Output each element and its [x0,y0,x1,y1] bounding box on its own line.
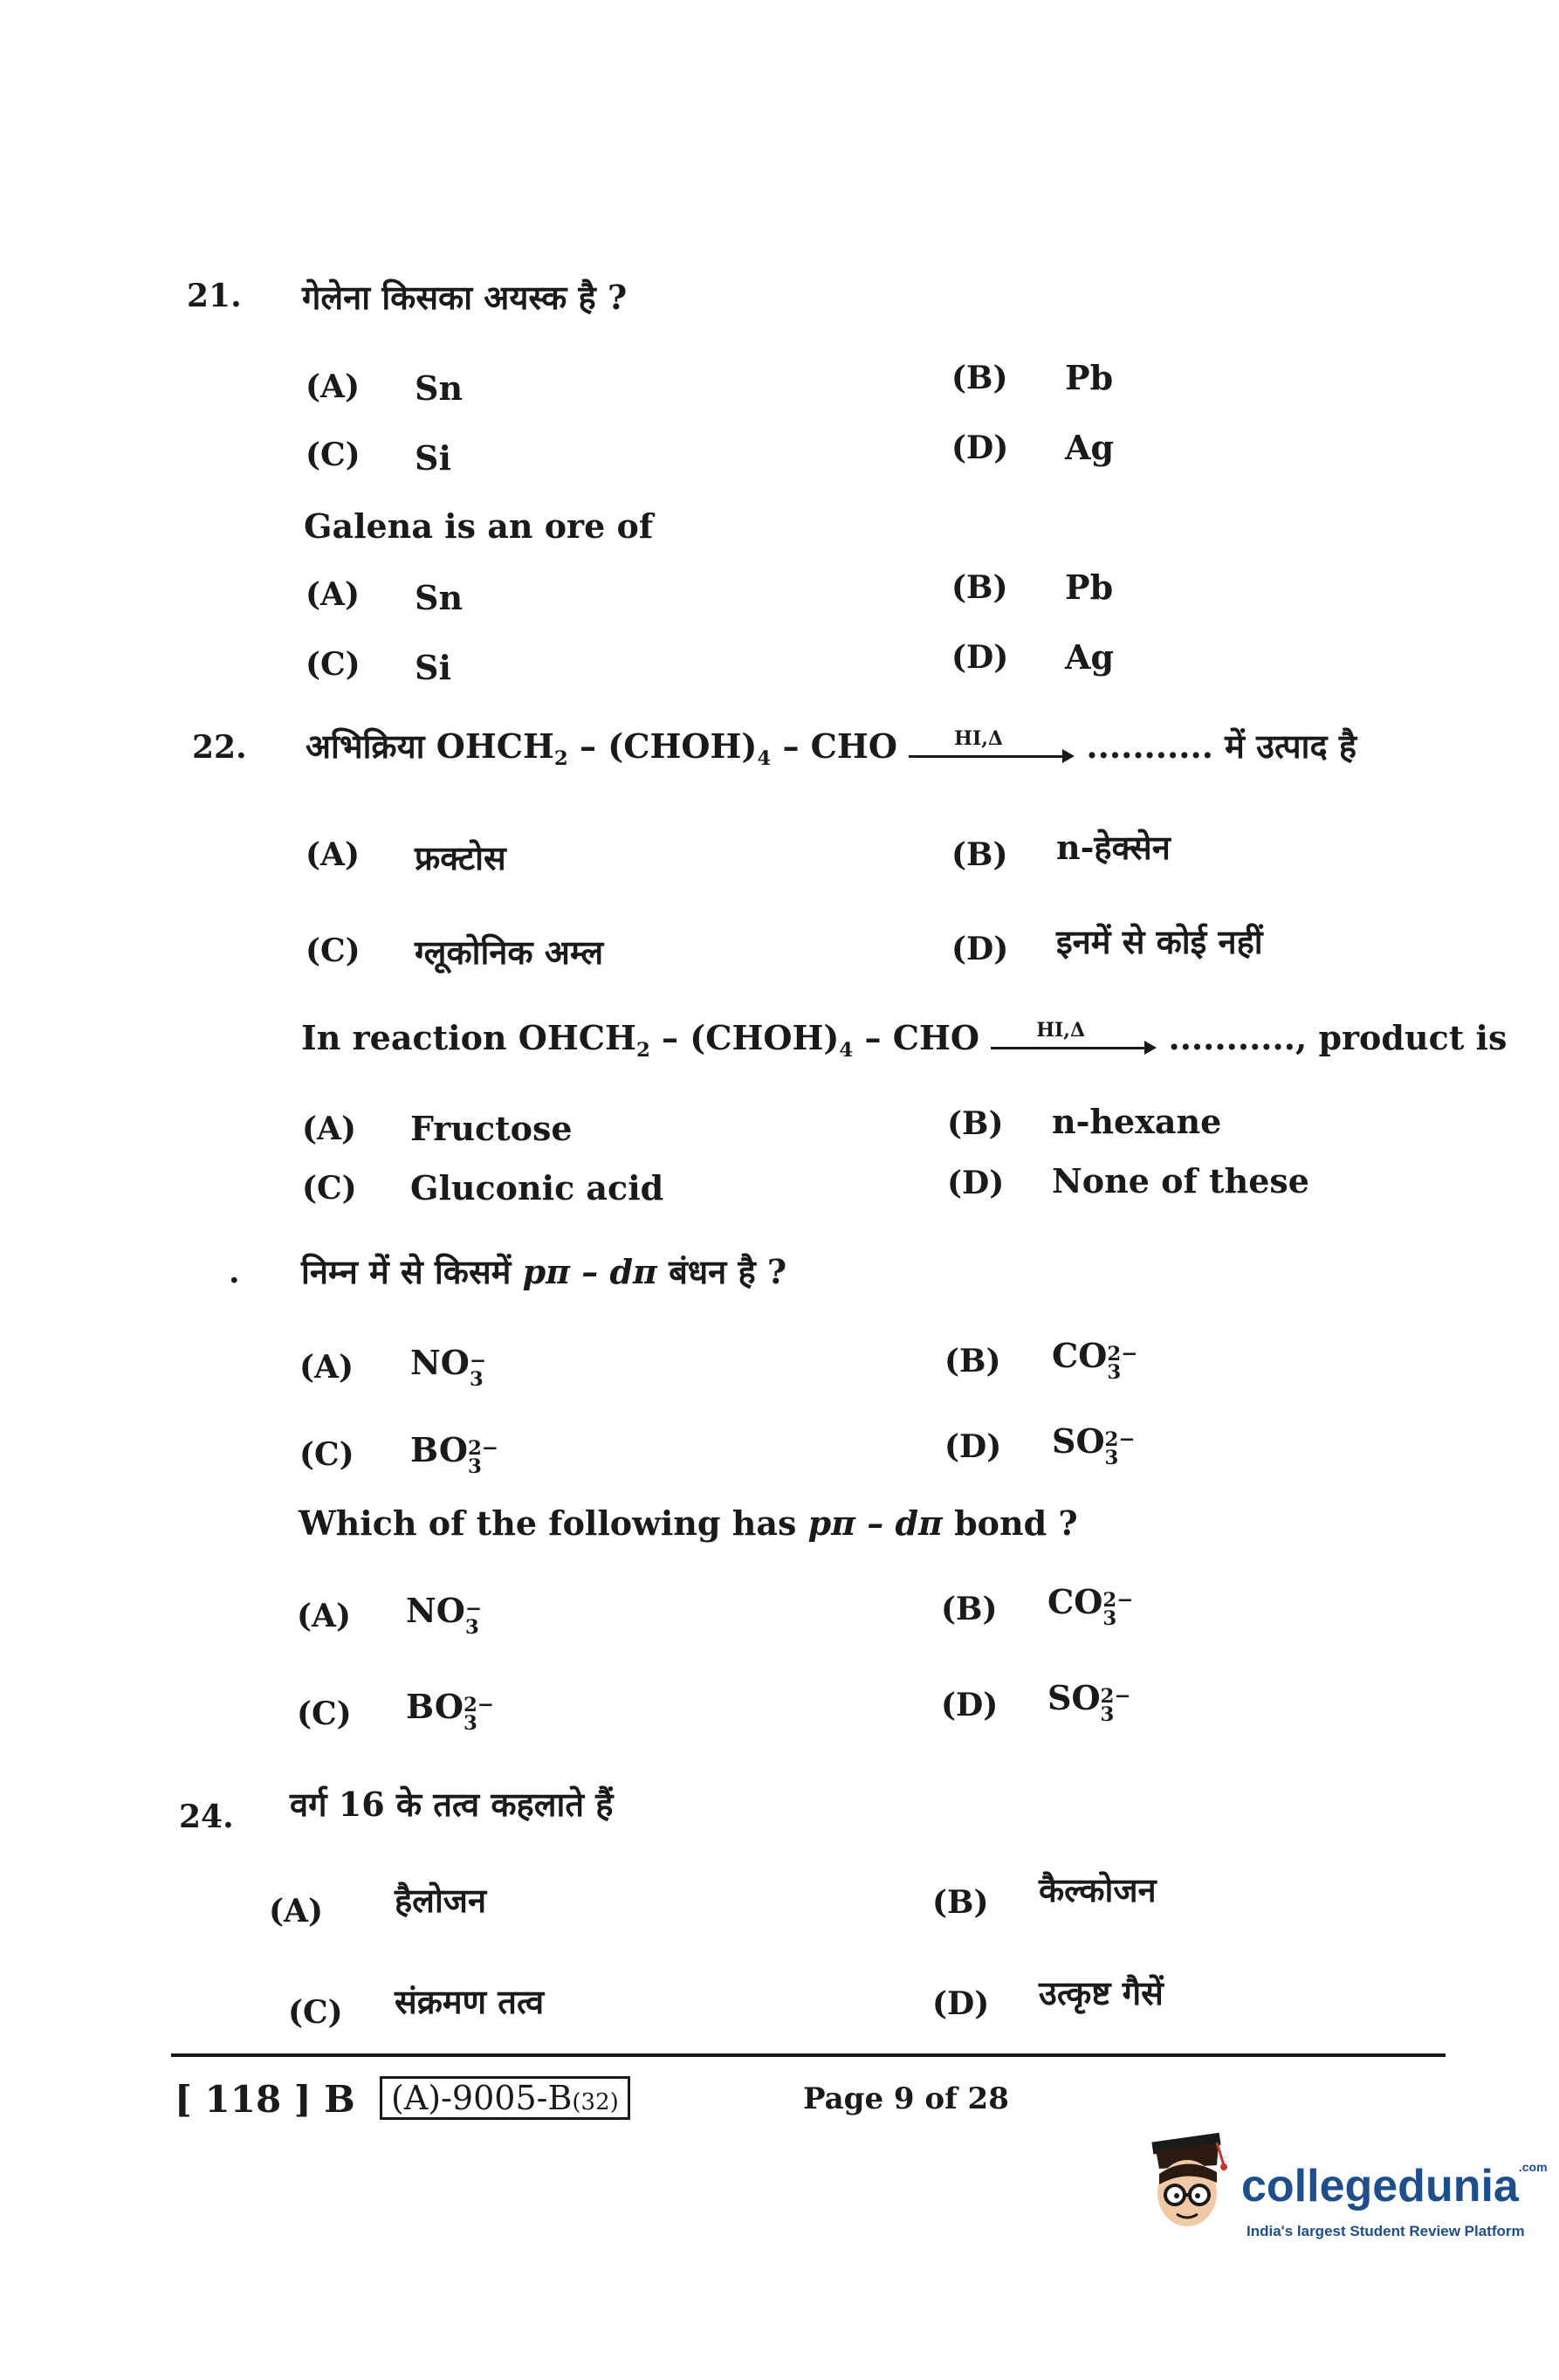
q24-opt-a-label: (A) [269,1893,323,1929]
q22-english-question: In reaction $OHCH_2$ – $(CHOH)_4$ – CHO HI,Δ ..........., product is [301,1018,1507,1062]
q24-opt-b-label: (B) [932,1884,989,1921]
q22-hi-opt-c-label: (C) [306,932,361,969]
q23-hi-opt-d-label: (D) [944,1428,1002,1465]
q21-en-opt-d: Ag [1065,637,1115,677]
q23-hi-opt-a-label: (A) [299,1349,354,1386]
footer-rule [171,2053,1446,2057]
paper-code-box: (A)-9005-B(32) [380,2076,630,2120]
q23-en-opt-d: SO 2− 3 [1047,1678,1131,1726]
q24-number: 24. [179,1799,234,1835]
q22-hi-opt-d: इनमें से कोई नहीं [1056,922,1263,961]
q22-en-opt-c-label: (C) [302,1170,357,1207]
q21-hi-opt-d-label: (D) [951,430,1009,466]
q23-hi-opt-b-label: (B) [944,1343,1001,1379]
q23-hi-opt-d: SO 2− 3 [1052,1421,1136,1469]
q24-opt-c: संक्रमण तत्व [395,1982,545,2021]
q21-en-opt-d-label: (D) [951,639,1009,676]
q21-hi-opt-b-label: (B) [951,360,1008,396]
collegedunia-tagline: India's largest Student Review Platform [1247,2223,1525,2239]
q21-en-opt-a-label: (A) [306,576,360,613]
reaction-arrow-english: HI,Δ [991,1024,1157,1059]
q22-hi-opt-c: ग्लूकोनिक अम्ल [415,932,604,972]
q22-hi-opt-a-label: (A) [306,836,360,873]
q22-hi-opt-a: फ्रक्टोस [415,838,506,877]
q21-en-opt-c-label: (C) [306,646,361,683]
q24-opt-d: उत्कृष्ट गैसें [1039,1973,1164,2012]
reaction-arrow-hindi: HI,Δ [909,733,1075,767]
q21-english-question: Galena is an ore of [304,506,654,546]
q22-en-opt-a-label: (A) [302,1111,356,1147]
q24-opt-d-label: (D) [932,1985,990,2022]
q21-hi-opt-a: Sn [415,368,464,408]
q23-hi-opt-a: NO − 3 [410,1343,486,1391]
q22-en-opt-b-label: (B) [947,1105,1004,1142]
q23-english-question: Which of the following has pπ – dπ bond ? [299,1503,1078,1543]
q23-number: . [229,1254,240,1290]
q21-number: 21. [187,278,242,314]
q22-en-opt-a: Fructose [410,1109,573,1148]
q21-en-opt-c: Si [415,648,451,687]
q23-en-opt-b-label: (B) [941,1591,998,1627]
q23-hi-opt-c: BO 2− 3 [410,1430,498,1478]
q22-en-opt-c: Gluconic acid [410,1168,664,1207]
collegedunia-mascot-icon [1143,2130,1231,2244]
q21-en-opt-b: Pb [1065,567,1114,607]
q24-opt-a: हैलोजन [395,1881,487,1920]
q22-en-opt-d-label: (D) [947,1165,1005,1201]
q22-number: 22. [192,729,247,766]
q23-en-opt-a-label: (A) [297,1598,351,1634]
q21-hindi-question: गेलेना किसका अयस्क है ? [302,278,628,317]
q21-hi-opt-d: Ag [1065,428,1115,467]
q21-en-opt-b-label: (B) [951,569,1008,606]
q23-en-opt-a: NO − 3 [406,1591,482,1639]
footer-left-label: [ 118 ] B [175,2078,355,2121]
collegedunia-logo-text: collegedunia$^{.com}$ [1241,2160,1548,2211]
q24-opt-b: कैल्कोजन [1039,1870,1157,1909]
q22-hi-opt-b: n-हेक्सेन [1056,828,1171,867]
q23-en-opt-c: BO 2− 3 [406,1687,494,1735]
q23-en-opt-d-label: (D) [941,1687,999,1723]
q22-en-opt-b: n-hexane [1052,1102,1222,1141]
q21-hi-opt-c-label: (C) [306,437,361,473]
q24-hindi-question: वर्ग 16 के तत्व कहलाते हैं [290,1785,614,1824]
q23-en-opt-c-label: (C) [297,1696,352,1732]
q23-en-opt-b: CO 2− 3 [1047,1582,1134,1630]
q22-hi-opt-b-label: (B) [951,836,1008,873]
q21-en-opt-a: Sn [415,578,464,617]
q21-hi-opt-b: Pb [1065,358,1114,397]
q22-en-opt-d: None of these [1052,1161,1309,1200]
q22-hi-opt-d-label: (D) [951,931,1009,967]
q22-hindi-formula: $OHCH_2$ – $(CHOH)_4$ – CHO [436,726,897,770]
q21-hi-opt-c: Si [415,438,451,478]
q23-hi-opt-c-label: (C) [299,1436,354,1473]
q22-english-formula: $OHCH_2$ – $(CHOH)_4$ – CHO [518,1018,979,1062]
page-number: Page 9 of 28 [803,2081,1009,2116]
q22-hindi-question: अभिक्रिया $OHCH_2$ – $(CHOH)_4$ – CHO HI,Δ ........... में उत्पाद है [306,726,1357,770]
q21-hi-opt-a-label: (A) [306,368,360,405]
q24-opt-c-label: (C) [288,1994,343,2031]
q23-hi-opt-b: CO 2− 3 [1052,1336,1138,1384]
q23-hindi-question: निम्न में से किसमें pπ – dπ बंधन है ? [301,1252,787,1291]
